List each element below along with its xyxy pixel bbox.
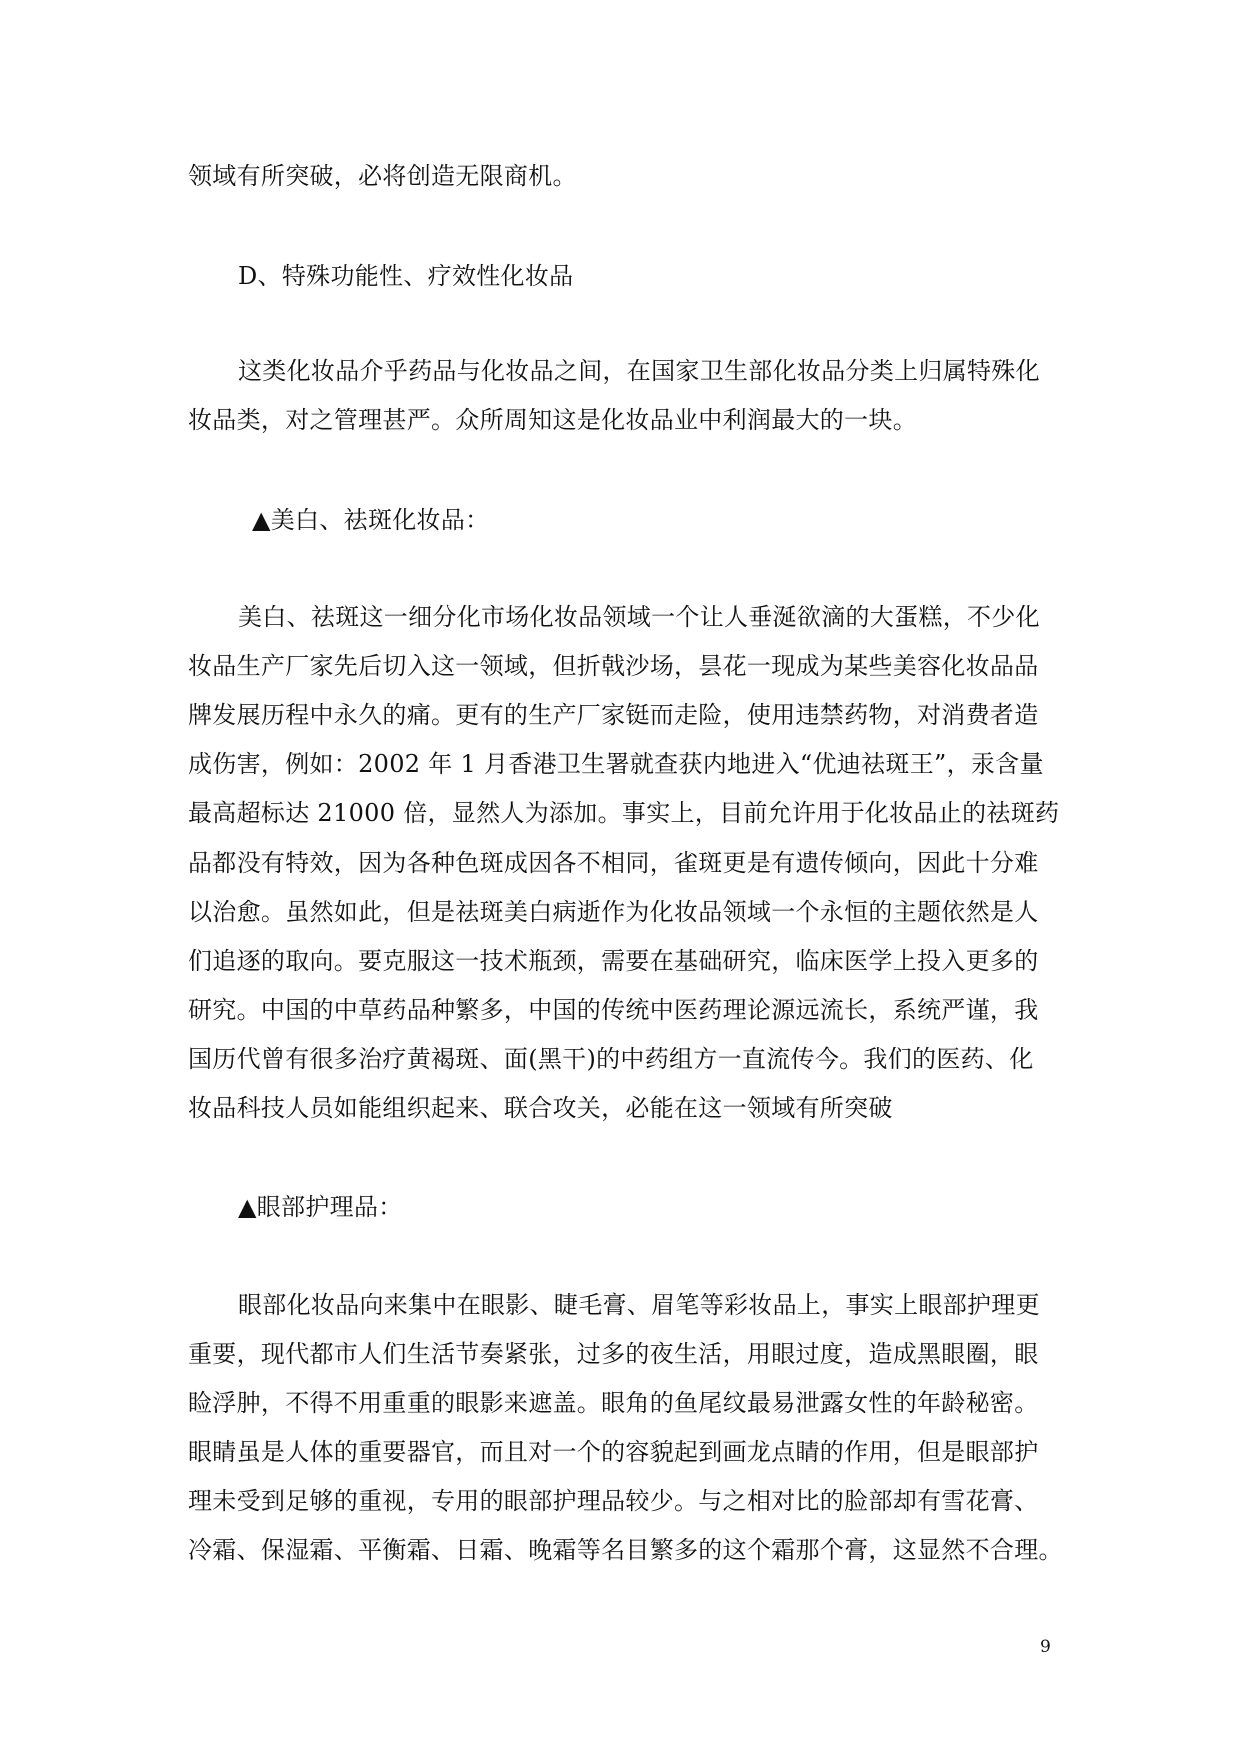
paragraph-line: 眼睛虽是人体的重要器官，而且对一个的容貌起到画龙点睛的作用，但是眼部护: [188, 1438, 1039, 1466]
paragraph-line: 成伤害，例如：2002 年 1 月香港卫生署就查获内地进入“优迪祛斑王”，汞含量: [188, 750, 1044, 778]
section-heading: D、特殊功能性、疗效性化妆品: [238, 262, 574, 290]
paragraph-line: 妆品类，对之管理甚严。众所周知这是化妆品业中利润最大的一块。: [188, 406, 917, 434]
paragraph-line: 最高超标达 21000 倍，显然人为添加。事实上，目前允许用于化妆品止的祛斑药: [188, 799, 1060, 827]
paragraph-line: 眼部化妆品向来集中在眼影、睫毛膏、眉笔等彩妆品上，事实上眼部护理更: [238, 1291, 1040, 1319]
subsection-heading: ▲美白、祛斑化妆品：: [252, 506, 490, 534]
page-number: 9: [1040, 1637, 1051, 1657]
paragraph-line: 国历代曾有很多治疗黄褐斑、面(黑干)的中药组方一直流传今。我们的医药、化: [188, 1045, 1034, 1073]
paragraph-line: 妆品科技人员如能组织起来、联合攻关，必能在这一领域有所突破: [188, 1094, 893, 1122]
paragraph-line: 牌发展历程中永久的痛。更有的生产厂家铤而走险，使用违禁药物，对消费者造: [188, 701, 1039, 729]
paragraph-line: 重要，现代都市人们生活节奏紧张，过多的夜生活，用眼过度，造成黑眼圈，眼: [188, 1340, 1039, 1368]
paragraph-line: 冷霜、保湿霜、平衡霜、日霜、晚霜等名目繁多的这个霜那个膏，这显然不合理。: [188, 1536, 1063, 1564]
paragraph-line: 领域有所突破，必将创造无限商机。: [188, 162, 577, 190]
paragraph-line: 理未受到足够的重视，专用的眼部护理品较少。与之相对比的脸部却有雪花膏、: [188, 1487, 1039, 1515]
subsection-heading: ▲眼部护理品：: [238, 1193, 403, 1221]
paragraph-line: 以治愈。虽然如此，但是祛斑美白病逝作为化妆品领域一个永恒的主题依然是人: [188, 898, 1039, 926]
paragraph-line: 这类化妆品介乎药品与化妆品之间，在国家卫生部化妆品分类上归属特殊化: [238, 357, 1040, 385]
paragraph-line: 美白、祛斑这一细分化市场化妆品领域一个让人垂涎欲滴的大蛋糕，不少化: [238, 603, 1040, 631]
paragraph-line: 研究。中国的中草药品种繁多，中国的传统中医药理论源远流长，系统严谨，我: [188, 996, 1039, 1024]
paragraph-line: 们追逐的取向。要克服这一技术瓶颈，需要在基础研究，临床医学上投入更多的: [188, 947, 1039, 975]
paragraph-line: 品都没有特效，因为各种色斑成因各不相同，雀斑更是有遗传倾向，因此十分难: [188, 849, 1039, 877]
paragraph-line: 妆品生产厂家先后切入这一领域，但折戟沙场，昙花一现成为某些美容化妆品品: [188, 652, 1039, 680]
paragraph-line: 睑浮肿，不得不用重重的眼影来遮盖。眼角的鱼尾纹最易泄露女性的年龄秘密。: [188, 1389, 1039, 1417]
